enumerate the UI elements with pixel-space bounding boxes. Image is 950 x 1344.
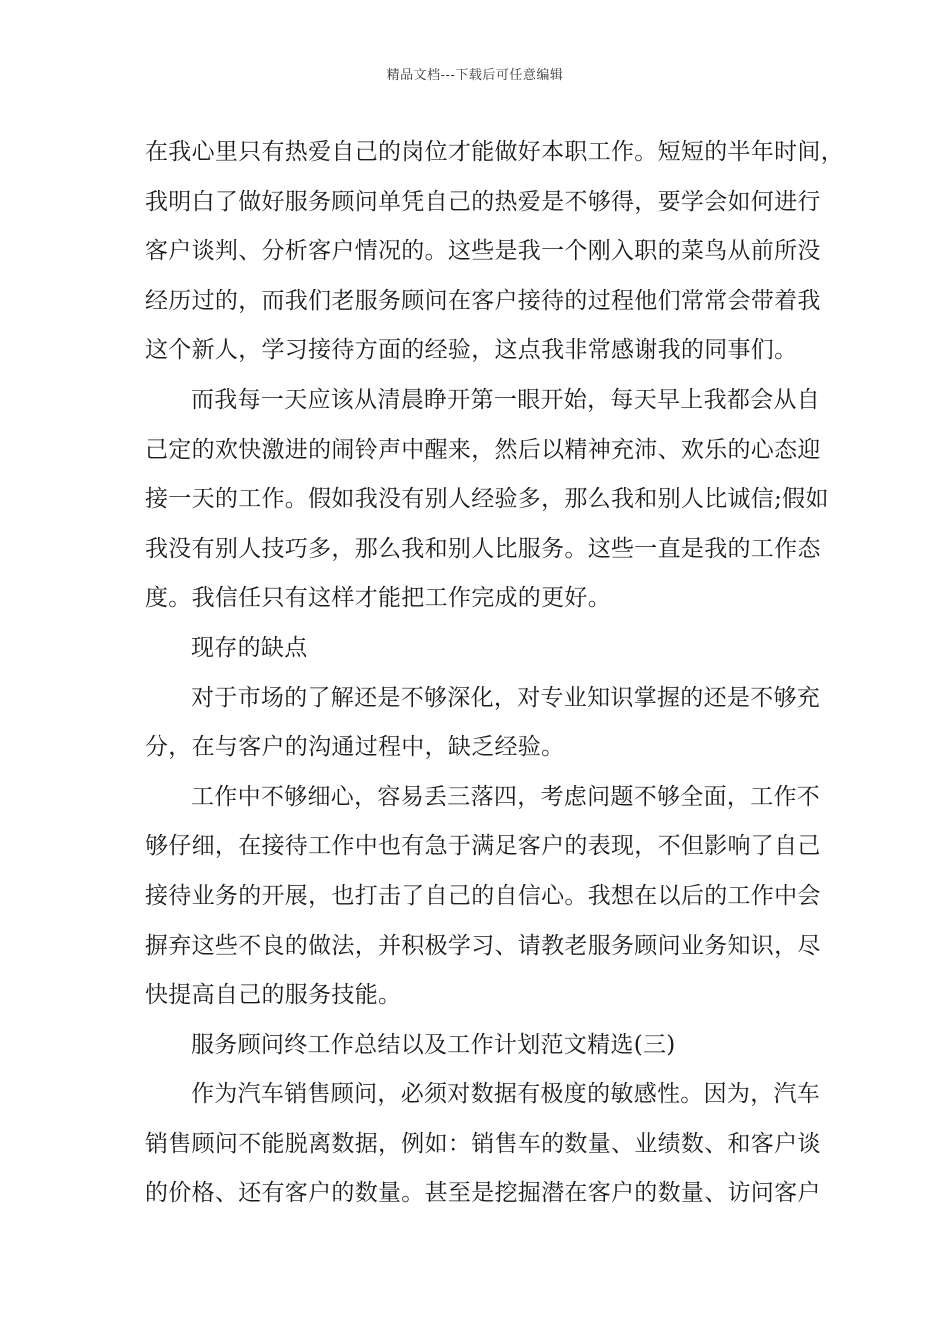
- page-header: 精品文档---下载后可任意编辑: [386, 68, 564, 83]
- section-heading: 现存的缺点: [191, 634, 308, 661]
- text-line: 在我心里只有热爱自己的岗位才能做好本职工作。短短的半年时间，: [145, 139, 844, 165]
- text-line: 我没有别人技巧多，那么我和别人比服务。这些一直是我的工作态: [145, 535, 821, 562]
- text-line: 接待业务的开展，也打击了自己的自信心。我想在以后的工作中会: [145, 882, 821, 909]
- text-line: 度。我信任只有这样才能把工作完成的更好。: [145, 585, 611, 612]
- section-heading: 服务顾问终工作总结以及工作计划范文精选(三): [191, 1031, 676, 1058]
- text-line: 分，在与客户的沟通过程中，缺乏经验。: [145, 734, 565, 761]
- text-line: 这个新人，学习接待方面的经验，这点我非常感谢我的同事们。: [145, 337, 798, 364]
- text-line: 销售顾问不能脱离数据，例如：销售车的数量、业绩数、和客户谈: [145, 1130, 821, 1157]
- text-line: 客户谈判、分析客户情况的。这些是我一个刚入职的菜鸟从前所没: [145, 238, 821, 265]
- document-body: [145, 128, 844, 1219]
- text-line: 够仔细，在接待工作中也有急于满足客户的表现，不但影响了自己: [145, 833, 821, 860]
- text-line: 的价格、还有客户的数量。甚至是挖掘潜在客户的数量、访问客户: [145, 1180, 821, 1207]
- text-line: 而我每一天应该从清晨睁开第一眼开始，每天早上我都会从自: [191, 386, 821, 413]
- text-line: 对于市场的了解还是不够深化，对专业知识掌握的还是不够充: [191, 684, 821, 711]
- text-line: 我明白了做好服务顾问单凭自己的热爱是不够得，要学会如何进行: [145, 188, 821, 215]
- text-line: 作为汽车销售顾问，必须对数据有极度的敏感性。因为，汽车: [191, 1081, 821, 1108]
- text-line: 快提高自己的服务技能。: [145, 982, 402, 1009]
- text-line: 经历过的，而我们老服务顾问在客户接待的过程他们常常会带着我: [145, 287, 821, 314]
- text-line: 摒弃这些不良的做法，并积极学习、请教老服务顾问业务知识，尽: [145, 932, 821, 959]
- text-line: 工作中不够细心，容易丢三落四，考虑问题不够全面，工作不: [191, 783, 821, 810]
- text-line: 己定的欢快激进的闹铃声中醒来，然后以精神充沛、欢乐的心态迎: [145, 436, 821, 463]
- text-line: 接一天的工作。假如我没有别人经验多，那么我和别人比诚信;假如: [145, 486, 829, 513]
